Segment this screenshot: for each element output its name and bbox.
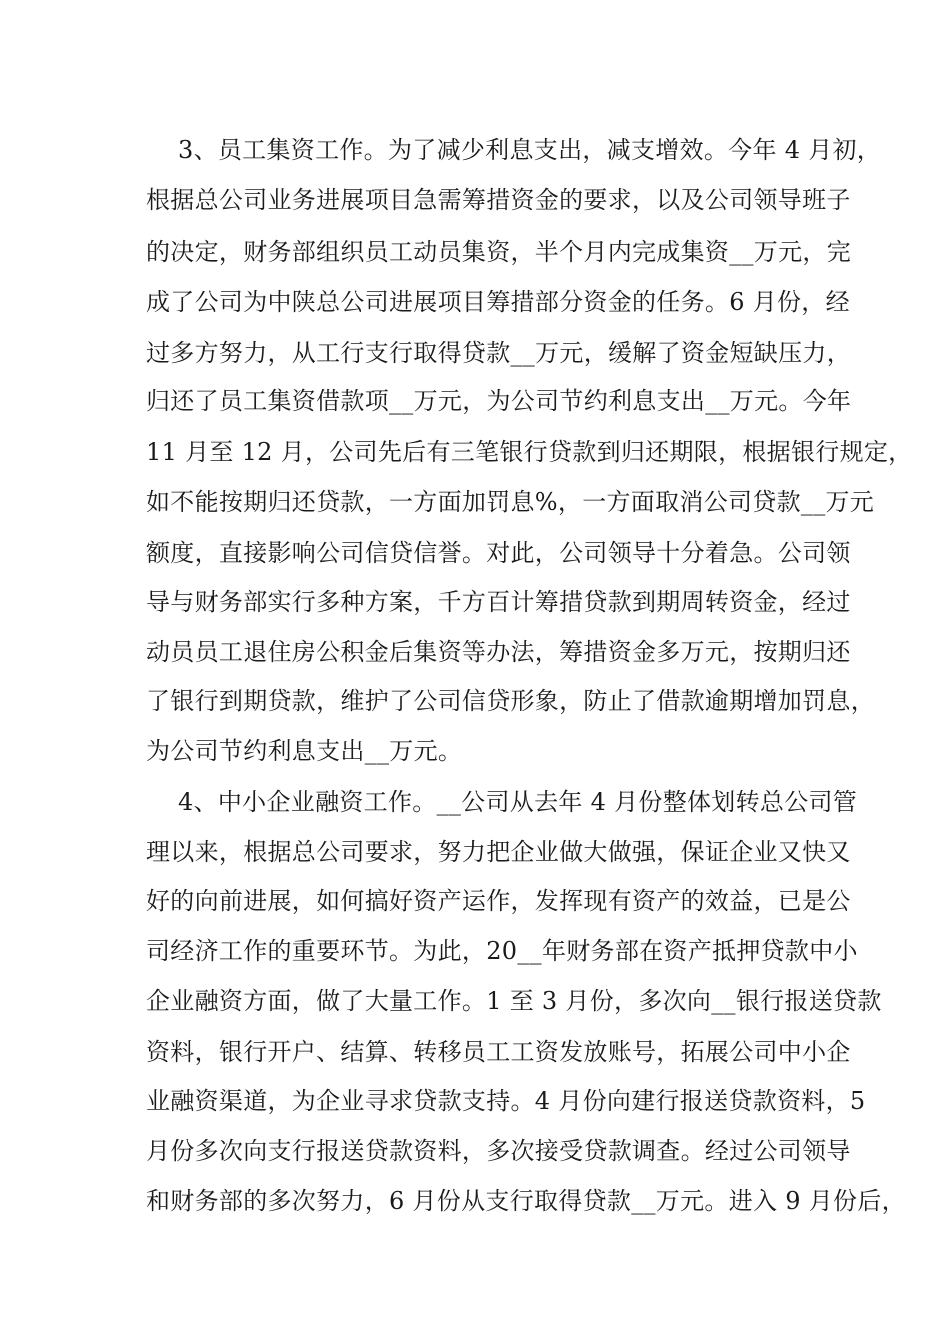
paragraph-line: 4、中小企业融资工作。__公司从去年 4 月份整体划转总公司管 <box>178 788 858 816</box>
paragraph-line: 和财务部的多次努力，6 月份从支行取得贷款__万元。进入 9 月份后， <box>146 1187 906 1215</box>
paragraph-line: 好的向前进展，如何搞好资产运作，发挥现有资产的效益，已是公 <box>146 887 851 915</box>
paragraph-line: 额度，直接影响公司信贷信誉。对此，公司领导十分着急。公司领 <box>146 539 851 567</box>
paragraph-line: 成了公司为中陕总公司进展项目筹措部分资金的任务。6 月份，经 <box>146 288 850 316</box>
paragraph-line: 导与财务部实行多种方案，千方百计筹措贷款到期周转资金，经过 <box>146 588 851 616</box>
paragraph-line: 业融资渠道，为企业寻求贷款支持。4 月份向建行报送贷款资料，5 <box>146 1087 866 1115</box>
paragraph-line: 了银行到期贷款，维护了公司信贷形象，防止了借款逾期增加罚息， <box>146 687 875 715</box>
paragraph-line: 为公司节约利息支出__万元。 <box>146 737 463 765</box>
paragraph-line: 理以来，根据总公司要求，努力把企业做大做强，保证企业又快又 <box>146 838 851 866</box>
paragraph-line: 3、员工集资工作。为了减少利息支出，减支增效。今年 4 月初， <box>178 136 882 164</box>
paragraph-line: 动员员工退住房公积金后集资等办法，筹措资金多万元，按期归还 <box>146 638 851 666</box>
paragraph-line: 企业融资方面，做了大量工作。1 至 3 月份，多次向__银行报送贷款 <box>146 987 882 1015</box>
paragraph-line: 如不能按期归还贷款，一方面加罚息%，一方面取消公司贷款__万元 <box>146 488 875 516</box>
paragraph-line: 的决定，财务部组织员工动员集资，半个月内完成集资__万元，完 <box>146 238 851 266</box>
paragraph-line: 月份多次向支行报送贷款资料，多次接受贷款调查。经过公司领导 <box>146 1137 851 1165</box>
paragraph-line: 过多方努力，从工行支行取得贷款__万元，缓解了资金短缺压力， <box>146 339 851 367</box>
paragraph-line: 11 月至 12 月，公司先后有三笔银行贷款到归还期限，根据银行规定， <box>146 438 913 466</box>
paragraph-line: 归还了员工集资借款项__万元，为公司节约利息支出__万元。今年 <box>146 387 852 415</box>
paragraph-line: 资料，银行开户、结算、转移员工工资发放账号，拓展公司中小企 <box>146 1038 851 1066</box>
paragraph-line: 根据总公司业务进展项目急需筹措资金的要求，以及公司领导班子 <box>146 186 851 214</box>
paragraph-line: 司经济工作的重要环节。为此，20__年财务部在资产抵押贷款中小 <box>146 937 858 965</box>
